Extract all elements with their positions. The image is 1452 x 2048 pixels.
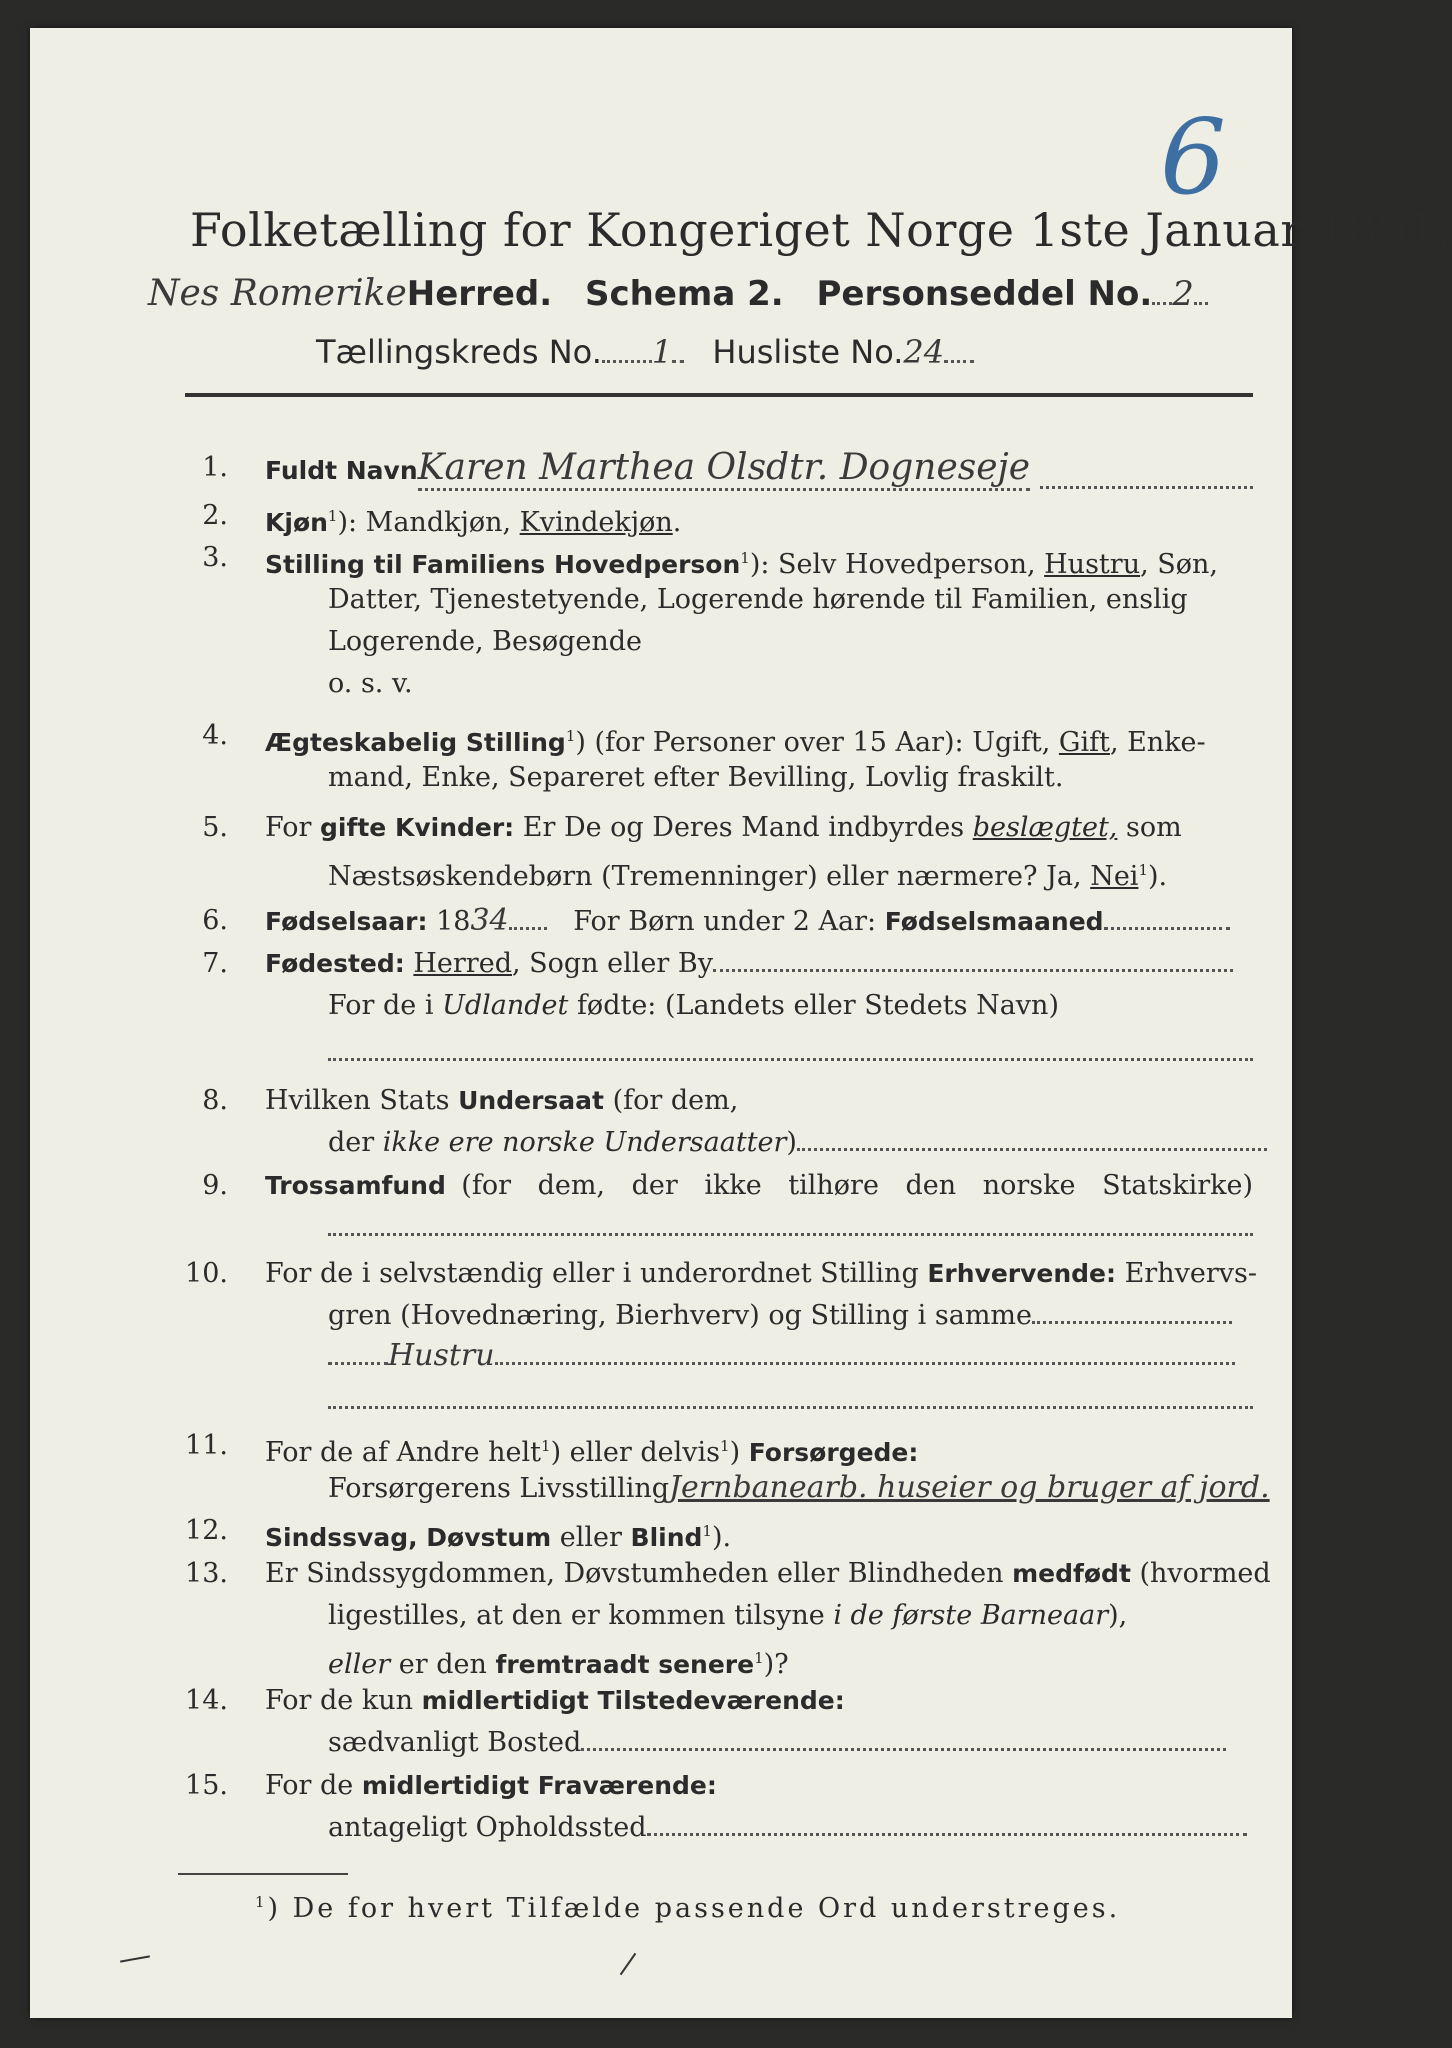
schema-label: Schema 2. [584,274,784,314]
footnote [255,1893,1120,1924]
text: eller [551,1522,631,1553]
probable-location-label: antageligt Opholdssted [328,1812,647,1843]
birth-month-question: For Børn under 2 Aar: [573,906,885,937]
text: som [1117,812,1182,843]
occupation-label: Erhvervende: [927,1259,1117,1288]
punct: ). [711,1522,732,1553]
item-7-line-2 [328,988,1059,1024]
foreign-birthplace-label: fødte: (Landets eller Stedets Navn) [568,990,1059,1021]
footnote-ref: 1 [740,549,750,567]
pen-mark [120,1955,150,1962]
punct: ). [1147,861,1168,892]
text: ) eller delvis [550,1437,721,1468]
kreds-label: Tællingskreds No. [316,333,602,371]
occupation-question-line2: gren (Hovednæring, Bierhverv) og Stilling i samme [328,1300,1033,1331]
marital-options-line2: mand, Enke, Separeret efter Bevilling, Lovlig fraskilt. [328,762,1064,793]
item-number: 10. [185,1258,228,1289]
sex-selected: Kvindekjøn [519,507,673,538]
footnote-ref: 1 [720,1437,730,1455]
provider-occupation-value: Jernbanearb. huseier og bruger af jord. [669,1470,1270,1505]
position-options-cont: , Søn, [1140,549,1218,580]
kinship-question: Er De og Deres Mand indbyrdes [514,812,973,843]
text: Er Sindssygdommen, Døvstumheden eller Blindheden [265,1558,1013,1589]
text: For de i [328,990,443,1021]
kreds-number: 1 [651,333,673,371]
kinship-answer: Nei [1090,861,1139,892]
text: (hvormed [1130,1558,1271,1589]
or-term: eller [328,1649,391,1680]
footnote-text: ) De for hvert Tilfælde passende Ord understreges. [267,1893,1121,1924]
provider-occupation-label: Forsørgerens Livsstilling [328,1473,670,1504]
congenital-label: medfødt [1012,1559,1131,1588]
item-5-line-2 [328,852,1167,895]
form-title: Folketælling for Kongeriget Norge 1ste Januar 1891. [190,203,1452,257]
position-selected: Hustru [1044,549,1141,580]
marital-options: ) (for Personer over 15 Aar): Ugift, [575,727,1059,758]
item-14-line-2 [328,1725,1226,1761]
birth-year-value: 34 [470,903,509,938]
birth-month-label: Fødselsmaaned [884,907,1104,936]
position-options: ): Selv Hovedperson, [749,549,1045,580]
punct: ), [1108,1600,1128,1631]
footnote-ref: 1 [565,727,576,745]
birth-year-prefix: 18 [427,906,471,937]
citizenship-label: Undersaat [458,1086,604,1115]
text: (for dem, [603,1085,739,1116]
item-number: 7. [202,948,228,979]
religion-question: (for dem, der ikke tilhøre den norske Statskirke) [461,1170,1253,1201]
usual-residence-label: sædvanligt Bosted [328,1727,582,1758]
item-3-line-2 [328,582,1188,618]
disability-label: Sindssvag, Døvstum [265,1523,552,1552]
footnote-rule [178,1873,348,1875]
item-number: 14. [185,1685,228,1716]
item-number: 8. [202,1085,228,1116]
footnote-ref: 1 [541,1437,551,1455]
text: er den [390,1649,496,1680]
text: For de [265,1770,362,1801]
item-8-line-2 [328,1125,1267,1161]
non-citizens-term: ikke ere norske Undersaatter [382,1127,787,1158]
text: der [328,1127,383,1158]
full-name-label: Fuldt Navn [265,456,418,485]
item-number: 4. [202,720,228,751]
text: For de af Andre helt [265,1437,542,1468]
herred-label: Herred. [406,274,553,314]
item-3-line-3 [328,624,642,660]
item-number: 1. [202,452,228,483]
item-number: 15. [185,1770,228,1801]
household-position-label: Stilling til Familiens Hovedperson [265,550,741,579]
religion-label: Trossamfund [265,1171,446,1200]
footnote-ref: 1 [1138,861,1148,879]
birthplace-options: , Sogn eller By [511,948,713,979]
item-3-line-4 [328,666,413,702]
punct: )? [763,1649,789,1680]
kreds-line [316,333,974,371]
item-10-line-2 [328,1298,1232,1334]
text: For de kun [265,1685,422,1716]
punct: ) [729,1437,749,1468]
temporarily-absent-label: midlertidigt Fraværende: [361,1771,717,1800]
birthplace-selected: Herred [413,948,512,979]
husliste-label: Husliste No. [712,333,904,371]
dependents-label: Forsørgede: [748,1438,919,1467]
item-number: 3. [202,542,228,573]
sex-label: Kjøn [265,508,328,537]
husliste-number: 24 [903,333,945,371]
item-number: 12. [185,1515,228,1546]
census-form-page [30,28,1452,2018]
marital-options-cont: , Enke- [1109,727,1206,758]
footnote-marker: 1 [255,1893,268,1911]
marital-status-label: Ægteskabelig Stilling [265,728,566,757]
text: For de i selvstændig eller i underordnet Stilling [265,1258,928,1289]
position-options-line3: Logerende, Besøgende [328,626,642,657]
item-number: 13. [185,1558,228,1589]
punct: ) [786,1127,797,1158]
kinship-question-line2: Næstsøskendebørn (Tremenninger) eller nærmere? Ja, [328,861,1091,892]
birth-year-label: Fødselsaar: [265,907,428,936]
text: ligestilles, at den er kommen tilsyne [328,1600,834,1631]
text: Erhvervs- [1116,1258,1257,1289]
item-13-line-2 [328,1598,1127,1634]
header-rule [185,393,1253,397]
position-options-line4: o. s. v. [328,668,413,699]
footnote-ref: 1 [327,507,338,525]
herred-name: Nes Romerike [148,273,407,314]
item-number: 9. [202,1170,228,1201]
text: For [265,812,321,843]
personseddel-number: 2 [1172,274,1194,314]
item-11-line-2 [328,1470,1270,1507]
pen-mark [620,1953,637,1975]
personseddel-label: Personseddel No. [816,274,1153,314]
item-4-line-2 [328,760,1063,796]
kinship-term: beslægtet, [972,812,1118,843]
footnote-ref: 1 [702,1522,712,1540]
sex-options: ): Mandkjøn, [337,507,520,538]
item-number: 11. [185,1430,228,1461]
position-options-line2: Datter, Tjenestetyende, Logerende hørende til Familien, enslig [328,584,1188,615]
later-onset-label: fremtraadt senere [495,1650,755,1679]
item-number: 6. [202,905,228,936]
birthplace-label: Fødested: [265,949,405,978]
occupation-value: Hustru [388,1338,495,1373]
item-number: 5. [202,812,228,843]
married-women-label: gifte Kvinder: [320,813,515,842]
herred-line [148,273,1208,314]
footnote-ref: 1 [754,1649,764,1667]
page-number-handwritten: 6 [1160,96,1227,218]
full-name-value: Karen Marthea Olsdtr. Dogneseje [418,447,1030,491]
childhood-term: i de første Barneaar [833,1600,1109,1631]
item-13-line-3 [328,1640,789,1683]
text: Hvilken Stats [265,1085,459,1116]
blind-label: Blind [630,1523,703,1552]
temporarily-present-label: midlertidigt Tilstedeværende: [421,1686,845,1715]
item-number: 2. [202,500,228,531]
item-10-line-3 [328,1338,1235,1375]
punct: . [672,507,682,538]
item-15-line-2 [328,1810,1247,1846]
abroad-term: Udlandet [442,990,569,1021]
marital-selected: Gift [1058,727,1110,758]
